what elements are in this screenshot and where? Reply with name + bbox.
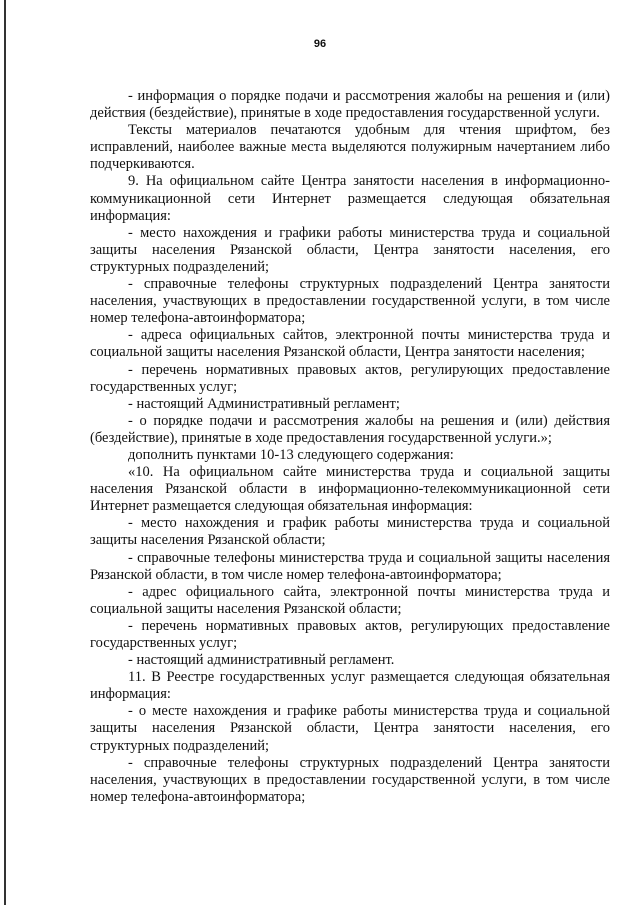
document-body (90, 88, 610, 806)
paragraph: - перечень нормативных правовых актов, регулирующих предоставление государственных услуг; (90, 617, 610, 651)
paragraph: - настоящий Административный регламент; (128, 395, 400, 412)
paragraph: - место нахождения и графики работы министерства труда и социальной защиты населения Рязанской области, Центра занятости населения, его структурных подразделений; (90, 224, 610, 275)
paragraph: - настоящий административный регламент. (128, 652, 395, 669)
paragraph: - справочные телефоны структурных подразделений Центра занятости населения, участвующих в предоставлении государственной услуги, в том числе номер телефона-автоинформатора; (90, 754, 610, 805)
paragraph: - адрес официального сайта, электронной почты министерства труда и социальной защиты населения Рязанской области; (90, 583, 610, 617)
page-number: 96 (313, 38, 327, 50)
paragraph: дополнить пунктами 10-13 следующего содержания: (128, 446, 454, 463)
paragraph: - о месте нахождения и графике работы министерства труда и социальной защиты населения Рязанской области, Центра занятости населения, его структурных подразделений; (90, 703, 610, 754)
paragraph: - адреса официальных сайтов, электронной почты министерства труда и социальной защиты населения Рязанской области, Центра занятости населения; (90, 327, 610, 361)
paragraph: - место нахождения и график работы министерства труда и социальной защиты населения Рязанской области; (90, 515, 610, 549)
paragraph: «10. На официальном сайте министерства труда и социальной защиты населения Рязанской области в информационно-телекоммуникационной сети Интернет размещается следующая обязательная информация: (90, 464, 610, 515)
scan-edge-line (4, 0, 6, 905)
paragraph: - справочные телефоны структурных подразделений Центра занятости населения, участвующих в предоставлении государственной услуги, в том числе номер телефона-автоинформатора; (90, 276, 610, 327)
paragraph: Тексты материалов печатаются удобным для чтения шрифтом, без исправлений, наиболее важные места выделяются полужирным начертанием либо подчеркиваются. (90, 122, 610, 173)
paragraph: - о порядке подачи и рассмотрения жалобы на решения и (или) действия (бездействие), принятые в ходе предоставления государственной услуги.»; (90, 412, 610, 446)
paragraph: 11. В Реестре государственных услуг размещается следующая обязательная информация: (90, 669, 610, 703)
paragraph: - информация о порядке подачи и рассмотрения жалобы на решения и (или) действия (бездействие), принятые в ходе предоставления государственной услуги. (90, 88, 610, 122)
paragraph: - перечень нормативных правовых актов, регулирующих предоставление государственных услуг; (90, 361, 610, 395)
paragraph: - справочные телефоны министерства труда и социальной защиты населения Рязанской области, в том числе номер телефона-автоинформатора; (90, 549, 610, 583)
paragraph: 9. На официальном сайте Центра занятости населения в информационно-коммуникационной сети Интернет размещается следующая обязательная информация: (90, 173, 610, 224)
